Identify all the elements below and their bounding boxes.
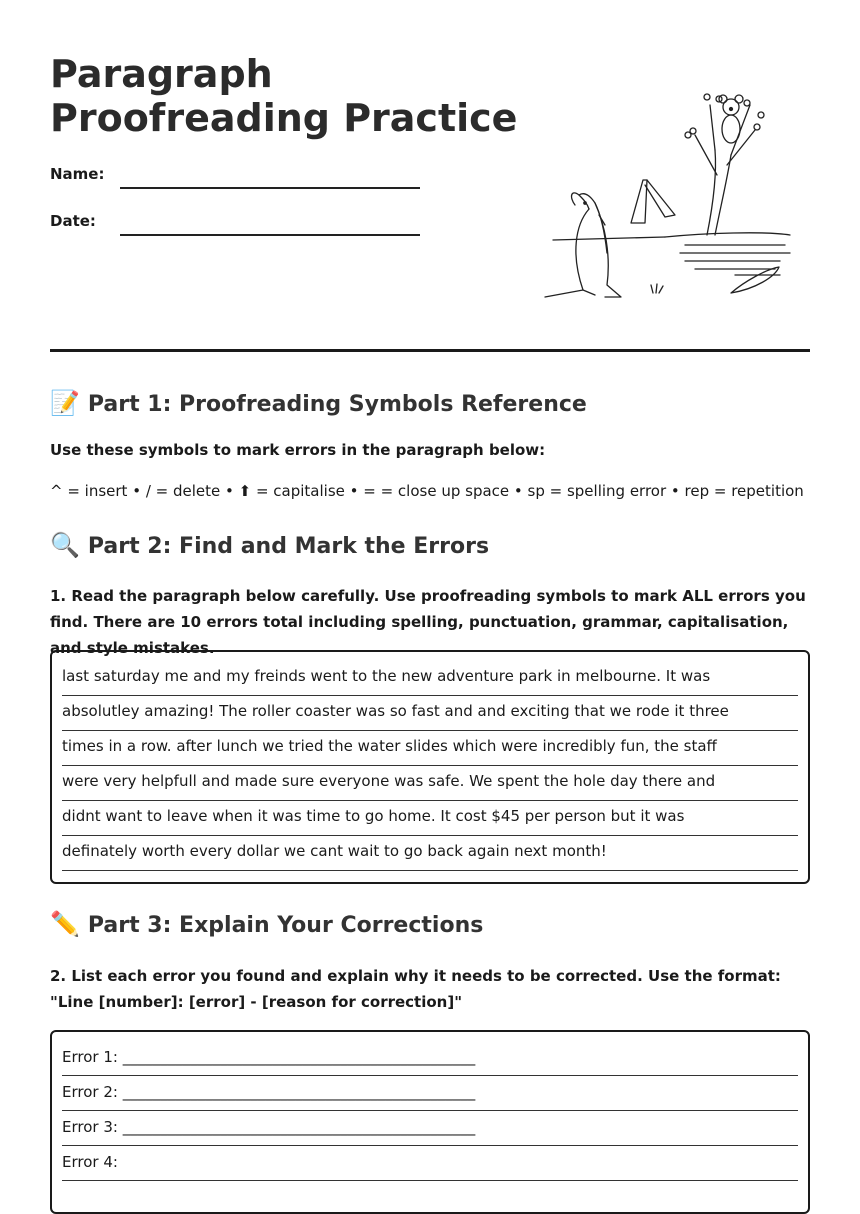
error-answer-line[interactable]: Error 2: _______________________________________________	[62, 1077, 798, 1111]
pencil-icon: ✏️	[50, 910, 80, 938]
header-divider	[50, 349, 810, 352]
name-field[interactable]	[120, 187, 420, 189]
paragraph-line: were very helpfull and made sure everyone was safe. We spent the hole day there and	[62, 767, 798, 801]
grass-illustration	[651, 284, 663, 293]
part3-question: 2. List each error you found and explain why it needs to be corrected. Use the format: "Line [number]: [error] - [reason for correction]"	[50, 967, 781, 1011]
date-field[interactable]	[120, 234, 420, 236]
paragraph-box	[50, 650, 810, 884]
part3-title: ✏️ Part 3: Explain Your Corrections	[50, 910, 484, 938]
name-label: Name:	[50, 165, 105, 183]
koala-illustration	[719, 95, 743, 143]
part1-title: 📝 Part 1: Proofreading Symbols Reference	[50, 389, 587, 417]
paragraph-line: times in a row. after lunch we tried the water slides which were incredibly fun, the staff	[62, 732, 798, 766]
error-answer-line[interactable]: Error 3: _______________________________________________	[62, 1112, 798, 1146]
part2-question: 1. Read the paragraph below carefully. Use proofreading symbols to mark ALL errors you find. There are 10 errors total including spelling, punctuation, grammar, capitalisation, and style mistakes.	[50, 587, 806, 657]
errors-box	[50, 1030, 810, 1214]
date-label: Date:	[50, 212, 96, 230]
error-answer-line[interactable]: Error 1: _______________________________________________	[62, 1042, 798, 1076]
memo-icon: 📝	[50, 389, 80, 417]
part1-instruction: Use these symbols to mark errors in the paragraph below:	[50, 441, 546, 459]
surfboard-illustration	[731, 267, 779, 293]
boomerang-illustration	[631, 180, 675, 223]
paragraph-line: last saturday me and my freinds went to the new adventure park in melbourne. It was	[62, 662, 798, 696]
paragraph-line: absolutley amazing! The roller coaster was so fast and and exciting that we rode it three	[62, 697, 798, 731]
tree-illustration	[685, 94, 764, 235]
symbols-reference: ^ = insert • / = delete • ⬆ = capitalise • = = close up space • sp = spelling error • rep = repetition	[50, 482, 804, 500]
paragraph-line: definately worth every dollar we cant wait to go back again next month!	[62, 837, 798, 871]
error-answer-line[interactable]: Error 4:	[62, 1147, 798, 1181]
paragraph-line: didnt want to leave when it was time to go home. It cost $45 per person but it was	[62, 802, 798, 836]
kangaroo-illustration	[545, 193, 621, 297]
australia-illustration	[535, 85, 795, 305]
magnifier-icon: 🔍	[50, 531, 80, 559]
part2-title: 🔍 Part 2: Find and Mark the Errors	[50, 531, 490, 559]
page-title: Paragraph Proofreading Practice	[50, 52, 518, 140]
